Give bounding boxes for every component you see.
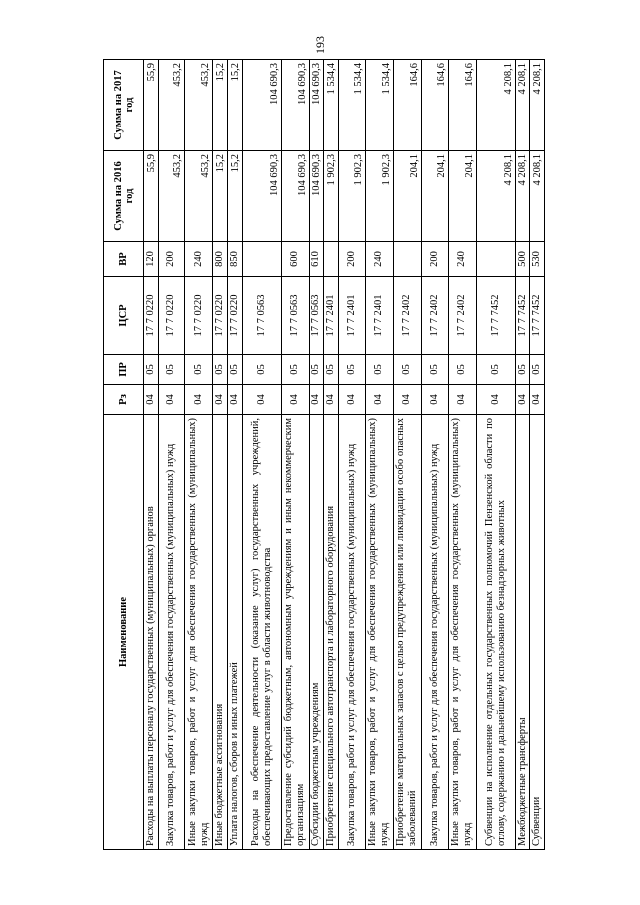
- header-csr: ЦСР: [104, 277, 144, 355]
- row-csr: 17 7 7452: [476, 277, 515, 355]
- row-name: Закупка товаров, работ и услуг для обеспечения государственных (муниципальных) нужд: [338, 415, 365, 850]
- header-sum-2016: Сумма на 2016 год: [104, 151, 144, 242]
- row-name: Межбюджетные трансферты: [515, 415, 530, 850]
- row-rz: 04: [324, 385, 339, 415]
- row-sum-2016: 15,2: [213, 151, 228, 242]
- row-rz: 04: [365, 385, 393, 415]
- table-row: [530, 60, 545, 850]
- table-row: [393, 60, 421, 850]
- table-row: [324, 60, 339, 850]
- row-vr: 850: [227, 242, 242, 277]
- row-vr: 200: [338, 242, 365, 277]
- row-csr: 17 7 2401: [324, 277, 339, 355]
- row-sum-2016: 1 902,3: [338, 151, 365, 242]
- row-name: Приобретение специального автотранспорта и лабораторного оборудования: [324, 415, 339, 850]
- row-sum-2017: 453,2: [158, 60, 185, 151]
- row-name: Иные закупки товаров, работ и услуг для обеспечения государственных (муниципальных) нужд: [365, 415, 393, 850]
- row-sum-2017: 15,2: [213, 60, 228, 151]
- row-csr: 17 7 2402: [421, 277, 448, 355]
- header-name: Наименование: [104, 415, 144, 850]
- row-pr: 05: [227, 355, 242, 385]
- row-pr: 05: [158, 355, 185, 385]
- row-name: Приобретение материальных запасов с целью предупреждения или ликвидации особо опасных заболеваний: [393, 415, 421, 850]
- row-sum-2017: 164,6: [448, 60, 476, 151]
- row-csr: 17 7 2402: [448, 277, 476, 355]
- row-pr: 05: [515, 355, 530, 385]
- row-csr: 17 7 0220: [213, 277, 228, 355]
- table-row: [158, 60, 185, 850]
- row-pr: 05: [144, 355, 159, 385]
- row-csr: 17 7 0563: [309, 277, 324, 355]
- row-name: Субсидии бюджетным учреждениям: [309, 415, 324, 850]
- row-rz: 04: [158, 385, 185, 415]
- row-sum-2017: 1 534,4: [365, 60, 393, 151]
- row-rz: 04: [476, 385, 515, 415]
- row-pr: 05: [242, 355, 281, 385]
- row-vr: 500: [515, 242, 530, 277]
- row-sum-2017: 4 208,1: [476, 60, 515, 151]
- row-name: Иные закупки товаров, работ и услуг для обеспечения государственных (муниципальных) нужд: [185, 415, 213, 850]
- table-row: [281, 60, 309, 850]
- table-row: [213, 60, 228, 850]
- row-vr: 600: [281, 242, 309, 277]
- row-sum-2016: 453,2: [185, 151, 213, 242]
- row-sum-2017: 164,6: [421, 60, 448, 151]
- row-rz: 04: [185, 385, 213, 415]
- row-sum-2016: 453,2: [158, 151, 185, 242]
- row-sum-2016: 1 902,3: [365, 151, 393, 242]
- row-pr: 05: [185, 355, 213, 385]
- row-sum-2016: 204,1: [448, 151, 476, 242]
- row-sum-2017: 453,2: [185, 60, 213, 151]
- row-rz: 04: [530, 385, 545, 415]
- row-sum-2016: 204,1: [393, 151, 421, 242]
- row-csr: 17 7 0220: [144, 277, 159, 355]
- row-pr: 05: [213, 355, 228, 385]
- row-vr: 240: [448, 242, 476, 277]
- row-rz: 04: [448, 385, 476, 415]
- table-row: [365, 60, 393, 850]
- row-rz: 04: [421, 385, 448, 415]
- row-csr: 17 7 0220: [158, 277, 185, 355]
- row-csr: 17 7 2402: [393, 277, 421, 355]
- row-rz: 04: [393, 385, 421, 415]
- table-row: [144, 60, 159, 850]
- table-row: [309, 60, 324, 850]
- header-pr: ПР: [104, 355, 144, 385]
- row-sum-2016: 4 208,1: [530, 151, 545, 242]
- row-name: Закупка товаров, работ и услуг для обеспечения государственных (муниципальных) нужд: [158, 415, 185, 850]
- row-csr: 17 7 7452: [530, 277, 545, 355]
- row-csr: 17 7 0563: [242, 277, 281, 355]
- row-pr: 05: [476, 355, 515, 385]
- row-sum-2017: 104 690,3: [242, 60, 281, 151]
- row-sum-2017: 15,2: [227, 60, 242, 151]
- row-sum-2017: 4 208,1: [515, 60, 530, 151]
- row-vr: [476, 242, 515, 277]
- row-vr: 120: [144, 242, 159, 277]
- rotated-page-content: [103, 60, 545, 850]
- row-pr: 05: [448, 355, 476, 385]
- row-sum-2017: 55,9: [144, 60, 159, 151]
- row-csr: 17 7 2401: [365, 277, 393, 355]
- row-vr: 240: [185, 242, 213, 277]
- row-pr: 05: [393, 355, 421, 385]
- row-vr: 610: [309, 242, 324, 277]
- row-pr: 05: [338, 355, 365, 385]
- row-name: Субвенции: [530, 415, 545, 850]
- row-name: Иные бюджетные ассигнования: [213, 415, 228, 850]
- row-pr: 05: [281, 355, 309, 385]
- row-sum-2017: 104 690,3: [309, 60, 324, 151]
- row-vr: [324, 242, 339, 277]
- row-name: Иные закупки товаров, работ и услуг для обеспечения государственных (муниципальных) нужд: [448, 415, 476, 850]
- row-csr: 17 7 2401: [338, 277, 365, 355]
- table-row: [476, 60, 515, 850]
- row-csr: 17 7 7452: [515, 277, 530, 355]
- row-vr: 800: [213, 242, 228, 277]
- row-rz: 04: [242, 385, 281, 415]
- row-sum-2016: 204,1: [421, 151, 448, 242]
- table-row: [421, 60, 448, 850]
- row-vr: [393, 242, 421, 277]
- row-sum-2016: 15,2: [227, 151, 242, 242]
- row-sum-2016: 1 902,3: [324, 151, 339, 242]
- page-number: 193: [313, 36, 327, 54]
- row-sum-2017: 104 690,3: [281, 60, 309, 151]
- table-row: [185, 60, 213, 850]
- row-rz: 04: [227, 385, 242, 415]
- table-row: [338, 60, 365, 850]
- row-name: Расходы на обеспечение деятельности (оказание услуг) государственных учреждений, обеспечивающих предоставление услуг в области животноводства: [242, 415, 281, 850]
- row-rz: 04: [281, 385, 309, 415]
- row-csr: 17 7 0220: [227, 277, 242, 355]
- row-name: Расходы на выплаты персоналу государственных (муниципальных) органов: [144, 415, 159, 850]
- budget-table: [103, 59, 545, 850]
- row-vr: [242, 242, 281, 277]
- row-rz: 04: [309, 385, 324, 415]
- row-rz: 04: [515, 385, 530, 415]
- row-csr: 17 7 0220: [185, 277, 213, 355]
- row-name: Субвенции на исполнение отдельных государственных полномочий Пензенской области по отлову, содержанию и дальнейшему использованию безнадзорных животных: [476, 415, 515, 850]
- row-pr: 05: [324, 355, 339, 385]
- row-sum-2016: 104 690,3: [242, 151, 281, 242]
- row-name: Закупка товаров, работ и услуг для обеспечения государственных (муниципальных) нужд: [421, 415, 448, 850]
- row-rz: 04: [338, 385, 365, 415]
- row-csr: 17 7 0563: [281, 277, 309, 355]
- row-sum-2016: 55,9: [144, 151, 159, 242]
- row-pr: 05: [365, 355, 393, 385]
- header-sum-2017: Сумма на 2017 год: [104, 60, 144, 151]
- row-sum-2016: 104 690,3: [309, 151, 324, 242]
- row-pr: 05: [309, 355, 324, 385]
- row-vr: 200: [421, 242, 448, 277]
- table-row: [242, 60, 281, 850]
- row-sum-2017: 4 208,1: [530, 60, 545, 151]
- table-header-row: [104, 60, 144, 850]
- row-vr: 200: [158, 242, 185, 277]
- header-rz: Рз: [104, 385, 144, 415]
- row-name: Предоставление субсидий бюджетным, автономным учреждениям и иным некоммерческим организациям: [281, 415, 309, 850]
- row-sum-2017: 164,6: [393, 60, 421, 151]
- row-rz: 04: [144, 385, 159, 415]
- row-pr: 05: [421, 355, 448, 385]
- row-sum-2016: 4 208,1: [476, 151, 515, 242]
- row-sum-2016: 104 690,3: [281, 151, 309, 242]
- header-vr: ВР: [104, 242, 144, 277]
- row-name: Уплата налогов, сборов и иных платежей: [227, 415, 242, 850]
- row-rz: 04: [213, 385, 228, 415]
- row-sum-2017: 1 534,4: [324, 60, 339, 151]
- table-row: [515, 60, 530, 850]
- row-vr: 530: [530, 242, 545, 277]
- table-row: [448, 60, 476, 850]
- row-vr: 240: [365, 242, 393, 277]
- row-sum-2016: 4 208,1: [515, 151, 530, 242]
- table-row: [227, 60, 242, 850]
- row-pr: 05: [530, 355, 545, 385]
- row-sum-2017: 1 534,4: [338, 60, 365, 151]
